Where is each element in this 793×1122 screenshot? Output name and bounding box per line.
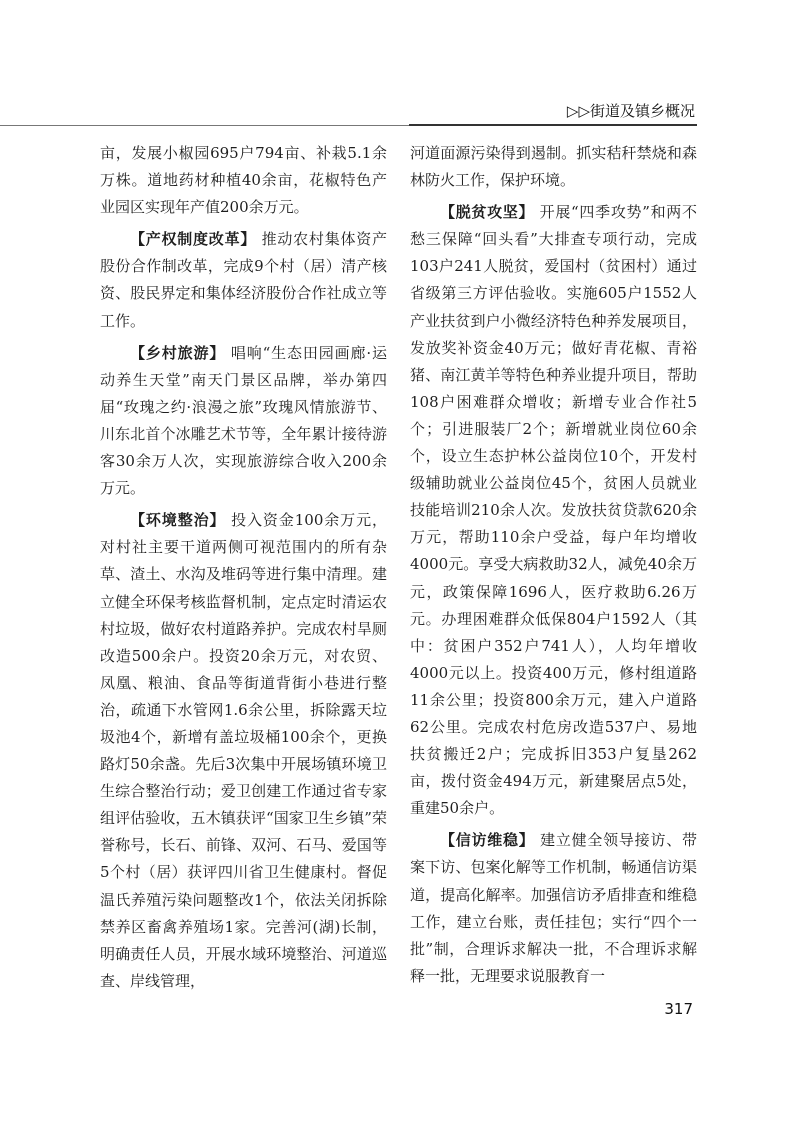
paragraph <box>100 340 387 503</box>
paragraph-text: 亩，发展小椒园695户794亩、补栽5.1余万株。道地药材种植40余亩，花椒特色产业园区实现年产值200余万元。 <box>100 144 387 217</box>
paragraph <box>100 507 387 995</box>
paragraph-text: 唱响“生态田园画廊·运动养生天堂”南天门景区品牌，举办第四届“玫瑰之约·浪漫之旅”玫瑰风情旅游节、川东北首个冰雕艺术节等，全年累计接待游客30余万人次，实现旅游综合收入200余万元。 <box>100 343 387 498</box>
left-column <box>100 140 387 1000</box>
header-rule-thick <box>409 124 697 126</box>
section-title: 【乡村旅游】 <box>130 343 226 362</box>
page-number: 317 <box>664 1000 693 1018</box>
paragraph <box>410 827 697 990</box>
section-title: 【产权制度改革】 <box>130 230 257 249</box>
paragraph <box>100 140 387 221</box>
paragraph-text: 推动农村集体资产股份合作制改革，完成9个村（居）清产核资、股民界定和集体经济股份合作社成立等工作。 <box>100 230 387 330</box>
paragraph <box>410 140 697 194</box>
paragraph-text: 投入资金100余万元，对村社主要干道两侧可视范围内的所有杂草、渣土、水沟及堆码等进行集中清理。建立健全环保考核监督机制，定点定时清运农村垃圾，做好农村道路养护。完成农村旱厕改造500余户。投资20余万元，对农贸、凤凰、粮油、食品等街道背街小巷进行整治，疏通下水管网1.6余公里，拆除露天垃圾池4个，新增有盖垃圾桶100余个，更换路灯50余盏。先后3次集中开展场镇环境卫生综合整治行动；爱卫创建工作通过省专家组评估验收，五木镇获评“国家卫生乡镇”荣誉称号，长石、前锋、双河、石马、爱国等5个村（居）获评四川省卫生健康村。督促温氏养殖污染问题整改1个，依法关闭拆除禁养区畜禽养殖场1家。完善河(湖)长制，明确责任人员，开展水域环境整治、河道巡查、岸线管理， <box>100 511 387 990</box>
paragraph <box>100 226 387 334</box>
section-title: 【脱贫攻坚】 <box>440 203 535 222</box>
section-title: 【环境整治】 <box>130 511 226 530</box>
header-rule-thin <box>0 125 409 126</box>
right-column <box>410 140 697 995</box>
header-title: ▷▷街道及镇乡概况 <box>566 102 695 120</box>
paragraph-text: 河道面源污染得到遏制。抓实秸秆禁烧和森林防火工作，保护环境。 <box>410 144 697 190</box>
running-header <box>0 96 793 126</box>
paragraph-text: 建立健全领导接访、带案下访、包案化解等工作机制，畅通信访渠道，提高化解率。加强信访矛盾排查和维稳工作，建立台账，责任挂包；实行“四个一批”制，合理诉求解决一批，不合理诉求解释一批，无理要求说服教育一 <box>410 831 697 985</box>
paragraph <box>410 199 697 822</box>
section-title: 【信访维稳】 <box>440 831 535 850</box>
paragraph-text: 开展“四季攻势”和两不愁三保障“回头看”大排查专项行动，完成103户241人脱贫，爱国村（贫困村）通过省级第三方评估验收。实施605户1552人产业扶贫到户小微经济特色种养发展项目，发放奖补资金40万元；做好青花椒、青裕猪、南江黄羊等特色种养业提升项目，帮助108户困难群众增收；新增专业合作社5个；引进服装厂2个；新增就业岗位60余个，设立生态护林公益岗位10个，开发村级辅助就业公益岗位45个，贫困人员就业技能培训210余人次。发放扶贫贷款620余万元，帮助110余户受益，每户年均增收4000元。享受大病救助32人，减免40余万元，政策保障1696人，医疗救助6.26万元。办理困难群众低保804户1592人（其中：贫困户352户741人），人均年增收4000元以上。投资400万元，修村组道路11余公里；投资800余万元，建入户道路62公里。完成农村危房改造537户、易地扶贫搬迁2户；完成拆旧353户复垦262亩，拨付资金494万元，新建聚居点5处，重建50余户。 <box>410 203 697 818</box>
